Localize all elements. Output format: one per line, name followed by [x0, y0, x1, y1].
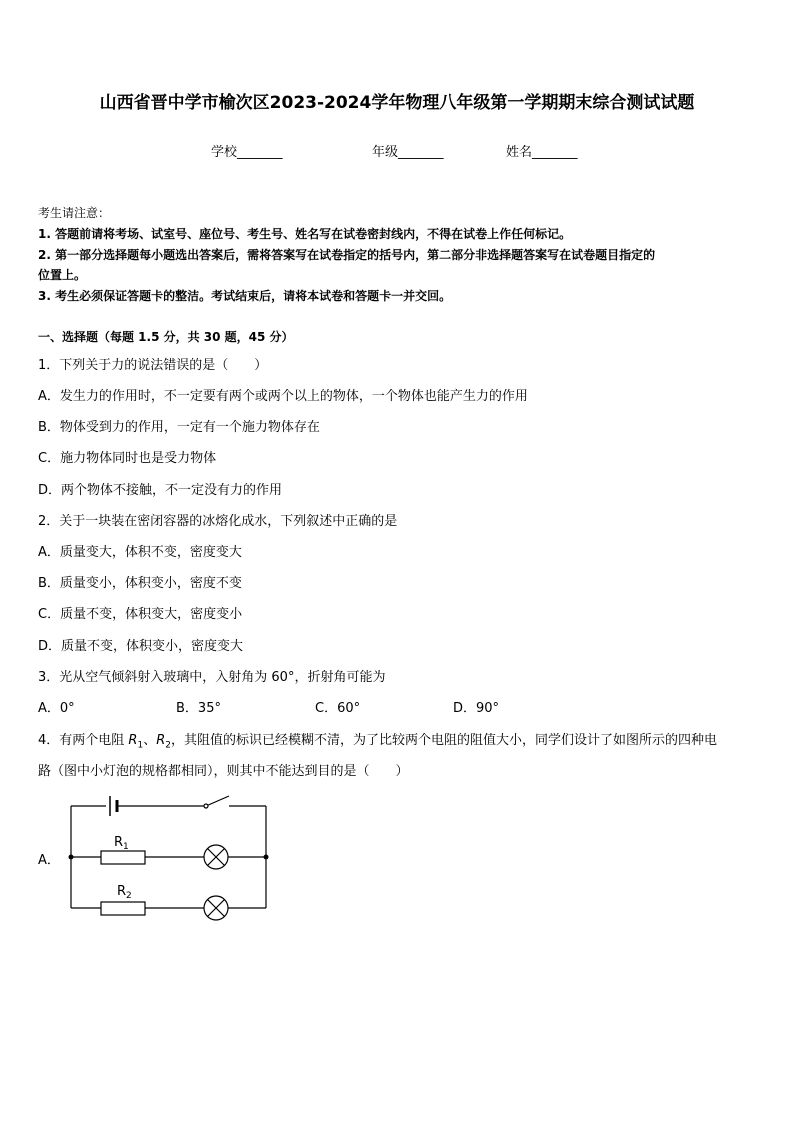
page-title: 山西省晋中学市榆次区2023-2024学年物理八年级第一学期期末综合测试试题: [99, 93, 695, 113]
q3-stem: 3．光从空气倾斜射入玻璃中，入射角为 60°，折射角可能为: [38, 670, 386, 685]
q2-option-a: A．质量变大，体积不变，密度变大: [38, 545, 242, 560]
school-field: 学校_______: [211, 145, 283, 160]
q2-option-c: C．质量不变，体积变大，密度变小: [38, 607, 243, 622]
notice-item-3: 3. 考生必须保证答题卡的整洁。考试结束后，请将本试卷和答题卡一并交回。: [38, 289, 452, 303]
q3-option-c: C．60°: [315, 701, 361, 716]
junction-right: [264, 855, 269, 860]
q2-stem: 2．关于一块装在密闭容器的冰熔化成水，下列叙述中正确的是: [38, 514, 398, 529]
q4-stem-post: ，其阻值的标识已经模糊不清，为了比较两个电阻的阻值大小，同学们设计了如图所示的四种电: [170, 733, 717, 748]
q3-option-d: D．90°: [453, 701, 500, 716]
grade-field: 年级_______: [372, 145, 444, 160]
q4-r1: R: [128, 733, 138, 748]
q1-stem: 1．下列关于力的说法错误的是（ ）: [38, 358, 268, 373]
r2-label: $R_2$: [117, 884, 132, 901]
notice-heading: 考生请注意：: [38, 206, 111, 220]
q4-r2-sub: 2: [165, 740, 171, 751]
resistor-r1: [101, 851, 145, 864]
switch-pivot: [204, 804, 208, 808]
resistor-r2: [101, 902, 145, 915]
section-heading: 一、选择题（每题 1.5 分，共 30 题，45 分）: [38, 330, 294, 344]
q1-option-a: A．发生力的作用时，不一定要有两个或两个以上的物体，一个物体也能产生力的作用: [38, 389, 528, 404]
notice-item-2-cont: 位置上。: [38, 268, 87, 282]
r1-label: $R_1$: [114, 835, 129, 852]
q3-option-b: B．35°: [176, 701, 221, 716]
notice-item-2: 2. 第一部分选择题每小题选出答案后，需将答案写在试卷指定的括号内，第二部分非选择题答案写在试卷题目指定的: [38, 248, 656, 262]
q3-option-a: A．0°: [38, 701, 75, 716]
q2-option-d: D．质量不变，体积变小，密度变大: [38, 639, 244, 654]
q1-option-b: B．物体受到力的作用，一定有一个施力物体存在: [38, 420, 320, 435]
notice-item-1: 1. 答题前请将考场、试室号、座位号、考生号、姓名写在试卷密封线内，不得在试卷上作任何标记。: [38, 227, 572, 241]
q4-stem-line2: 路（图中小灯泡的规格都相同），则其中不能达到目的是（ ）: [38, 764, 409, 779]
junction-left: [69, 855, 74, 860]
q2-option-b: B．质量变小，体积变小，密度不变: [38, 576, 242, 591]
q4-stem-pre: 4．有两个电阻: [38, 733, 129, 748]
switch-blade: [206, 796, 229, 806]
q1-option-c: C．施力物体同时也是受力物体: [38, 451, 217, 466]
q4-option-a-label: A．: [38, 853, 60, 868]
q4-sep: 、: [143, 733, 157, 748]
q4-r2: R: [156, 733, 166, 748]
q4-r1-sub: 1: [137, 740, 144, 751]
q1-option-d: D．两个物体不接触，不一定没有力的作用: [38, 483, 283, 498]
name-field: 姓名_______: [506, 145, 578, 160]
